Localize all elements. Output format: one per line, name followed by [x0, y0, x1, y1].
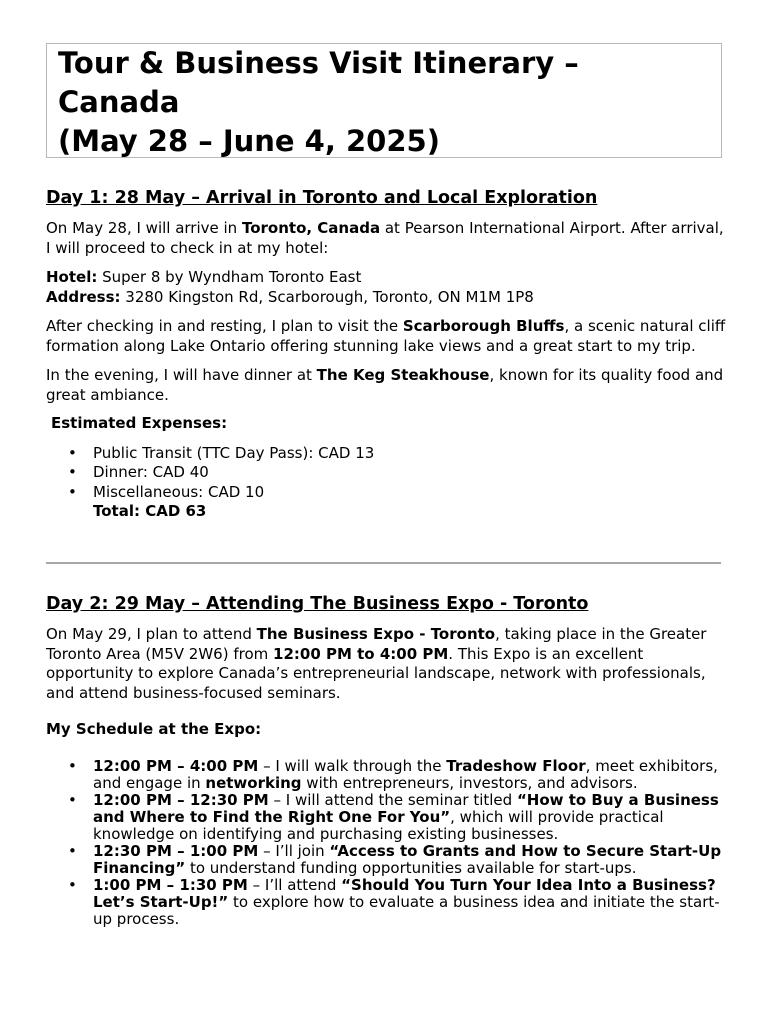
expense-total-text: Total: CAD 63: [93, 502, 207, 520]
address-label: Address:: [46, 287, 121, 306]
expo-name: The Business Expo - Toronto: [256, 625, 496, 643]
schedule-time: 1:00 PM – 1:30 PM: [93, 875, 248, 894]
bluffs-name: Scarborough Bluffs: [402, 317, 565, 335]
bullet-icon: •: [68, 756, 77, 775]
day2-intro: [46, 625, 726, 703]
schedule-heading: [46, 720, 726, 740]
day2-intro-text-3: . This Expo is an excellent opportunity to explore Canada’s entrepreneurial landscape, network with professionals, and attend business-focused seminars.: [46, 644, 706, 702]
day1-intro-text: On May 28, I will arrive in: [46, 219, 242, 237]
seminar-title: “Should You Turn Your Idea Into a Business? Let’s Start-Up!”: [93, 875, 716, 911]
bullet-icon: •: [68, 443, 77, 462]
schedule-time: 12:00 PM – 4:00 PM: [93, 756, 259, 775]
day2-intro-text: On May 29, I plan to attend: [46, 625, 257, 643]
schedule-highlight: Tradeshow Floor: [446, 756, 586, 775]
expo-time: 12:00 PM to 4:00 PM: [273, 644, 449, 663]
schedule-text: – I’ll attend: [247, 875, 342, 894]
title-line-2: Canada: [58, 85, 180, 119]
schedule-text: with entrepreneurs, investors, and advisors.: [301, 773, 638, 792]
expenses-heading-text: Estimated Expenses:: [51, 414, 228, 432]
day1-hotel: [46, 268, 726, 288]
day1-intro-text-2: at Pearson International Airport. After arrival, I will proceed to check in at my hotel:: [46, 219, 724, 257]
bullet-icon: •: [68, 875, 77, 894]
section-divider: [46, 562, 721, 564]
day1-address: [46, 288, 726, 308]
schedule-item: [68, 875, 726, 928]
title-line-3: (May 28 – June 4, 2025): [58, 124, 440, 158]
schedule-text: – I will walk through the: [258, 756, 447, 775]
schedule-item: [68, 841, 726, 877]
schedule-text: , meet exhibitors, and engage in: [93, 756, 718, 792]
bullet-icon: •: [68, 463, 77, 481]
hotel-value: Super 8 by Wyndham Toronto East: [97, 268, 362, 286]
schedule-text: to explore how to evaluate a business idea and initiate the start-up process.: [93, 892, 720, 928]
schedule-heading-text: My Schedule at the Expo:: [46, 720, 262, 738]
expense-item-misc: [68, 482, 726, 503]
title-box: [46, 43, 722, 158]
expense-text: Dinner: CAD 40: [93, 463, 209, 481]
day1-intro: [46, 219, 726, 258]
expense-item-transit: [68, 443, 726, 464]
title-line-1: Tour & Business Visit Itinerary –: [58, 46, 579, 80]
dinner-text: In the evening, I will have dinner at: [46, 366, 317, 384]
day1-heading: Day 1: 28 May – Arrival in Toronto and Local Exploration: [46, 188, 598, 208]
day1-intro-city: Toronto, Canada: [241, 219, 381, 237]
document-body: [46, 186, 726, 522]
bullet-icon: •: [68, 482, 77, 501]
day2-section: [46, 592, 726, 928]
seminar-title: “Access to Grants and How to Secure Start-Up Financing”: [93, 841, 722, 877]
address-value: 3280 Kingston Rd, Scarborough, Toronto, ON M1M 1P8: [120, 287, 534, 306]
schedule-text: – I will attend the seminar titled: [268, 790, 517, 809]
day2-heading: Day 2: 29 May – Attending The Business Expo - Toronto: [46, 594, 589, 614]
day1-dinner: [46, 366, 726, 405]
dinner-text-2: , known for its quality food and great ambiance.: [46, 366, 724, 404]
expenses-list: [46, 444, 726, 522]
schedule-text: – I’ll join: [258, 841, 330, 860]
schedule-text: to understand funding opportunities available for start-ups.: [185, 858, 637, 877]
bullet-icon: •: [68, 841, 77, 860]
schedule-text: , which will provide practical knowledge on identifying and purchasing existing businesses.: [93, 807, 664, 843]
schedule-time: 12:00 PM – 12:30 PM: [93, 790, 269, 809]
document-title: [58, 44, 721, 161]
schedule-list: [46, 758, 726, 928]
expense-text: Public Transit (TTC Day Pass): CAD 13: [93, 443, 375, 462]
expense-item-dinner: [68, 463, 726, 483]
expense-text: Miscellaneous: CAD 10: [93, 482, 265, 501]
expense-total: [93, 502, 726, 522]
schedule-time: 12:30 PM – 1:00 PM: [93, 841, 259, 860]
bullet-icon: •: [68, 790, 77, 809]
dinner-restaurant: The Keg Steakhouse: [316, 366, 490, 384]
day1-bluffs: [46, 317, 726, 356]
bluffs-text: After checking in and resting, I plan to visit the: [46, 317, 403, 335]
hotel-label: Hotel:: [46, 268, 98, 286]
schedule-highlight: networking: [205, 773, 302, 792]
bluffs-text-2: , a scenic natural cliff formation along Lake Ontario offering stunning lake views and a great start to my trip.: [46, 317, 726, 355]
expenses-heading: [46, 414, 726, 434]
seminar-title: “How to Buy a Business and Where to Find the Right One For You”: [93, 790, 719, 826]
day2-intro-text-2: , taking place in the Greater Toronto Area (M5V 2W6) from: [46, 625, 707, 663]
schedule-item: [68, 790, 726, 843]
schedule-item: [68, 756, 726, 792]
